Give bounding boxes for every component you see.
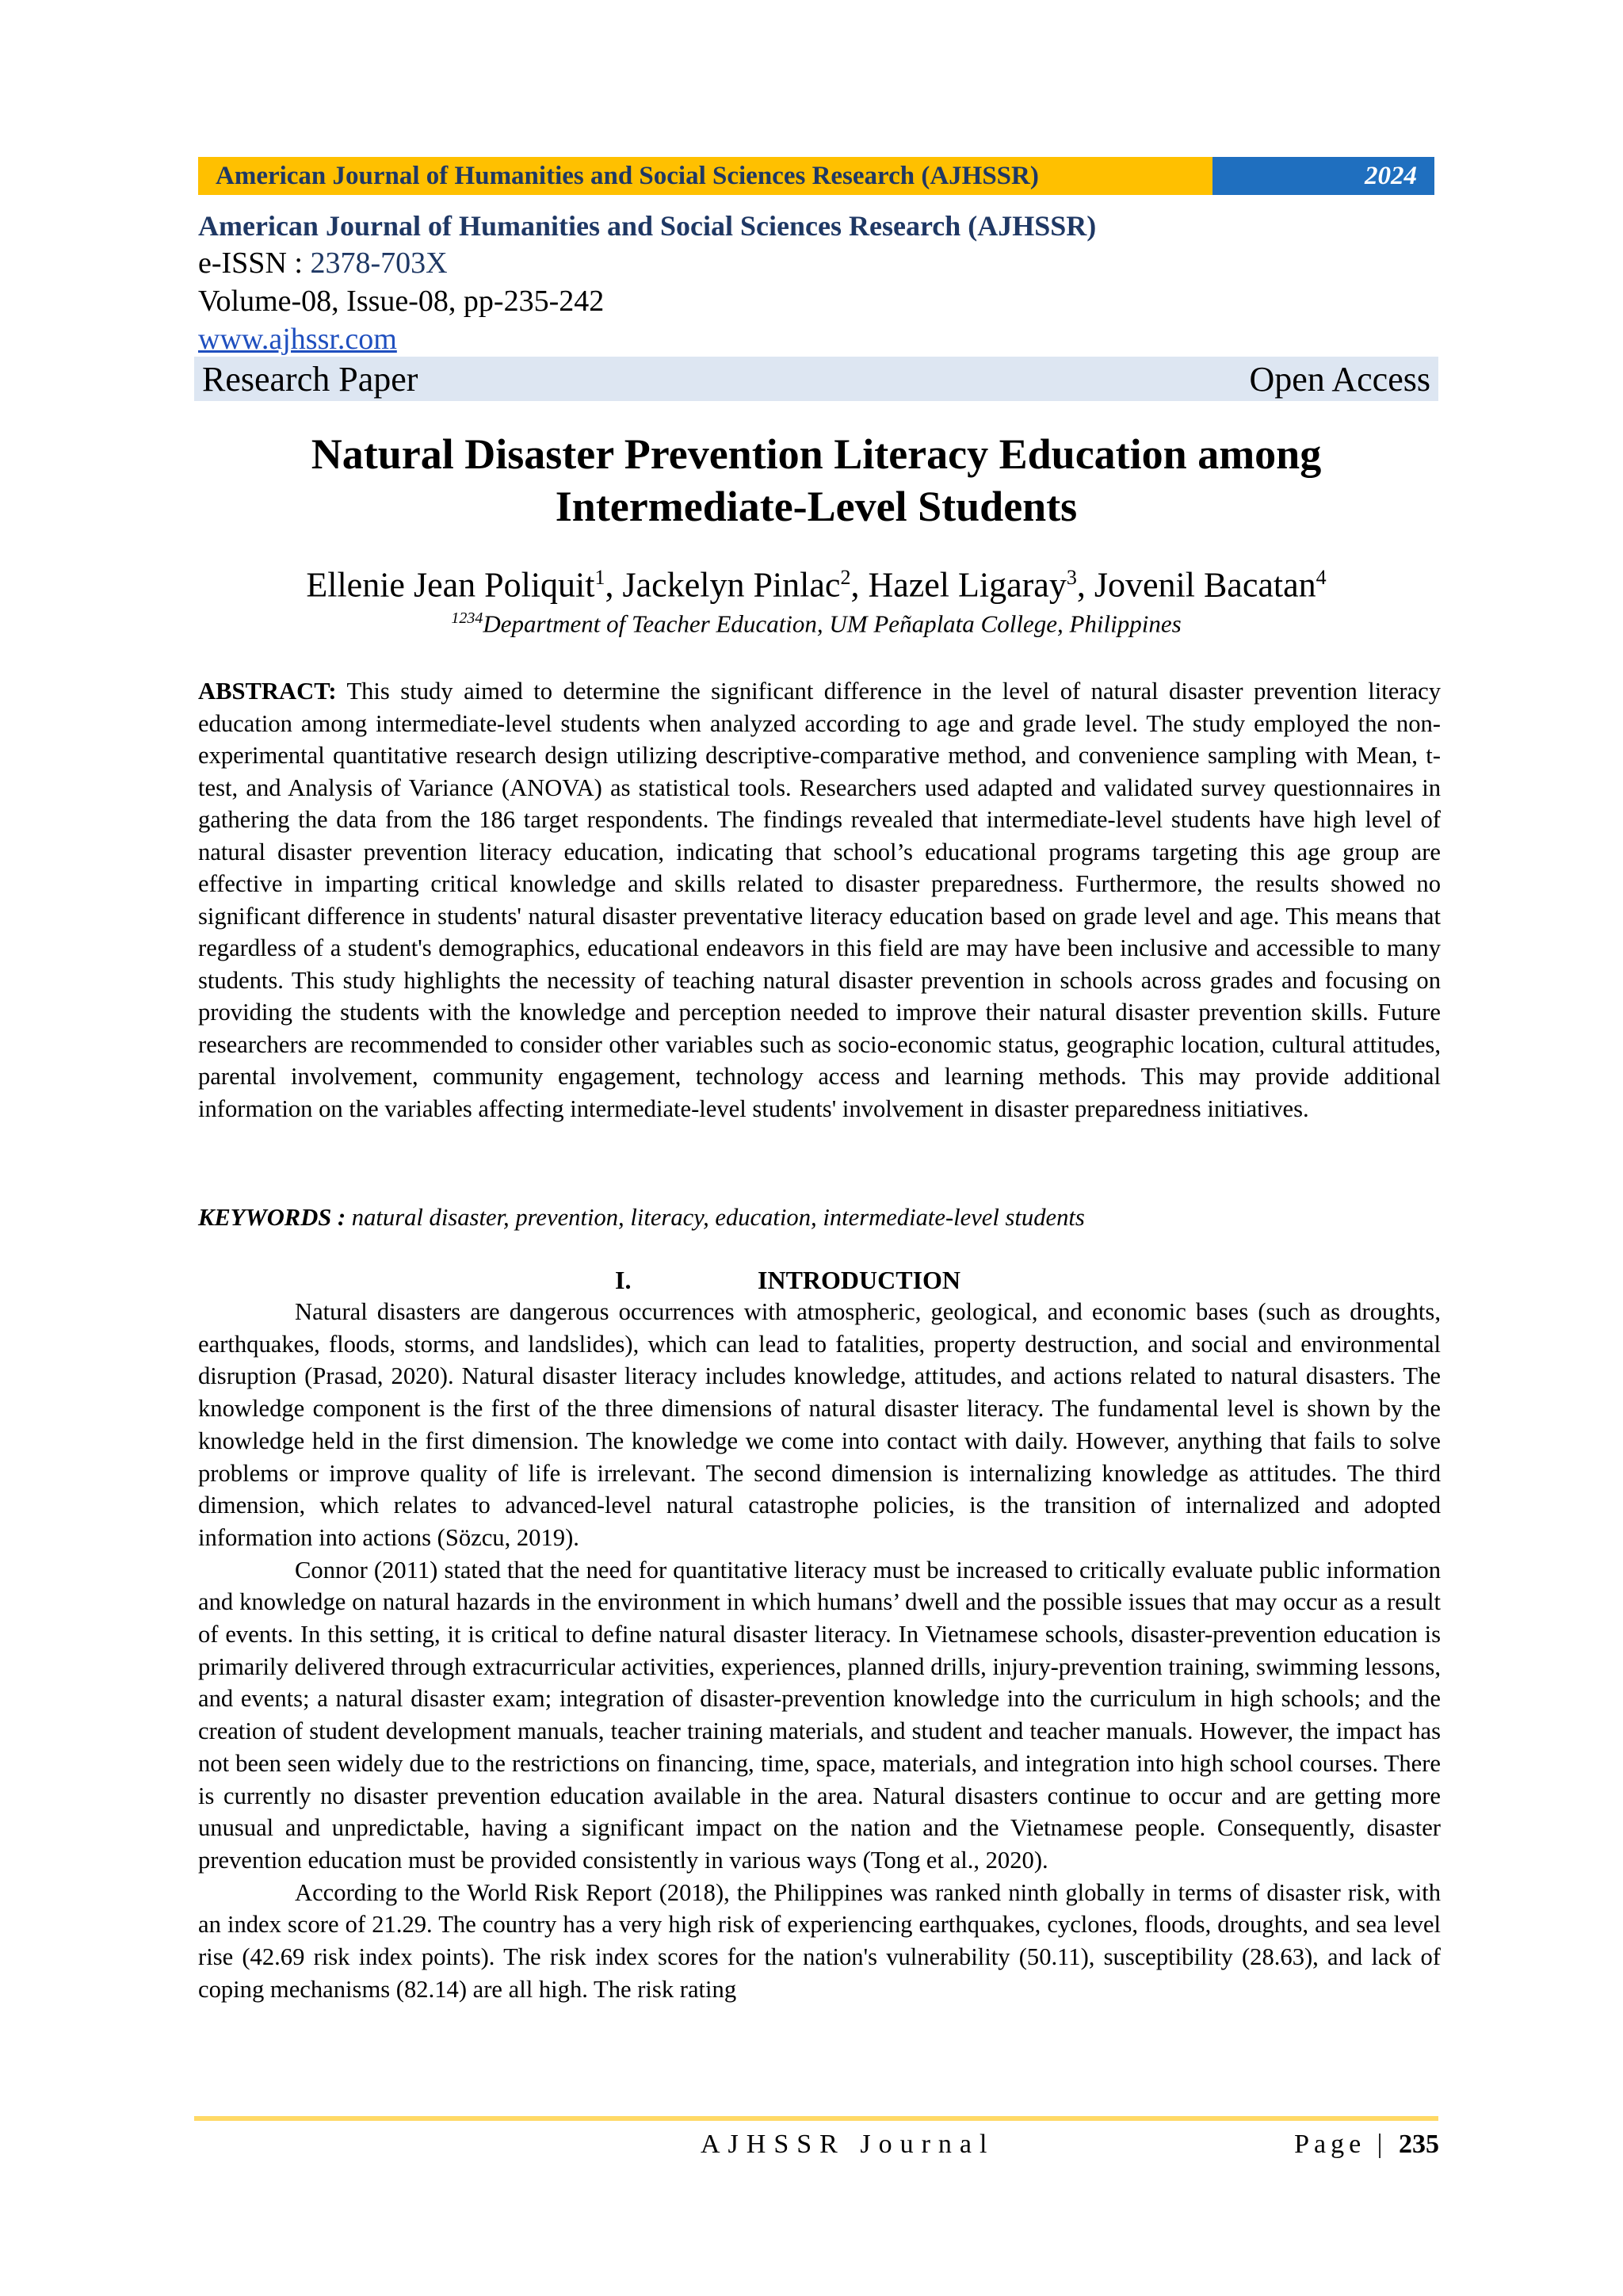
body-paragraph: According to the World Risk Report (2018), the Philippines was ranked ninth globally in terms of disaster risk, with an index score of 21.29. The country has a very high risk of experiencing earthquakes, cyclones, floods, droughts, and sea level rise (42.69 risk index points). The risk index scores for the nation's vulnerability (50.11), susceptibility (28.63), and lack of coping mechanisms (82.14) are all high. The risk rating xyxy=(198,1878,1441,2003)
author-name: Jackelyn Pinlac xyxy=(622,565,841,605)
section-heading: INTRODUCTION xyxy=(758,1266,961,1294)
introduction-body xyxy=(198,1296,1441,2005)
body-paragraph: Connor (2011) stated that the need for quantitative literacy must be increased to critically evaluate public information and knowledge on natural hazards in the environment in which humans’ dwell and the possible issues that may occur as a result of events. In this setting, it is critical to define natural disaster literacy. In Vietnamese schools, disaster-prevention education is primarily delivered through extracurricular activities, experiences, planned drills, injury-prevention training, swimming lessons, and events; a natural disaster exam; integration of disaster-prevention knowledge into the curriculum in high schools; and the creation of student development manuals, teacher training materials, and student and teacher manuals. However, the impact has not been seen widely due to the restrictions on financing, time, space, materials, and integration into high school courses. There is currently no disaster prevention education available in the area. Natural disasters continue to occur and are getting more unusual and unpredictable, having a significant impact on the nation and the Vietnamese people. Consequently, disaster prevention education must be provided consistently in various ways (Tong et al., 2020). xyxy=(198,1556,1441,1874)
paper-title-line-1: Natural Disaster Prevention Literacy Education among xyxy=(311,430,1322,478)
paper-title-line-2: Intermediate-Level Students xyxy=(555,483,1078,530)
abstract xyxy=(198,675,1441,1125)
volume-issue: Volume-08, Issue-08, pp-235-242 xyxy=(198,285,605,318)
issn-label: e-ISSN : xyxy=(198,246,311,280)
author-affiliation-mark: 3 xyxy=(1066,566,1077,589)
open-access-label: Open Access xyxy=(1249,359,1430,399)
section-number: I. xyxy=(615,1266,632,1294)
page-number: 235 xyxy=(1399,2130,1439,2159)
author-separator: , xyxy=(850,565,869,605)
journal-website-link[interactable]: www.ajhssr.com xyxy=(198,323,397,356)
author-name: Hazel Ligaray xyxy=(868,565,1067,605)
author-affiliation-mark: 2 xyxy=(840,566,851,589)
author-affiliation-mark: 4 xyxy=(1316,566,1327,589)
body-paragraph: Natural disasters are dangerous occurrences with atmospheric, geological, and economic bases (such as droughts, earthquakes, floods, storms, and landslides), which can lead to fatalities, property destruction, and social and environmental disruption (Prasad, 2020). Natural disaster literacy includes knowledge, attitudes, and actions related to natural disasters. The knowledge component is the first of the three dimensions of natural disaster literacy. The fundamental level is shown by the knowledge held in the first dimension. The knowledge we come into contact with daily. However, anything that fails to solve problems or improve quality of life is irrelevant. The second dimension is internalizing knowledge as attitudes. The third dimension, which relates to advanced-level natural catastrophe policies, is the transition of internalized and adopted information into actions (Sözcu, 2019). xyxy=(198,1298,1441,1551)
keywords-text: natural disaster, prevention, literacy, education, intermediate-level students xyxy=(346,1204,1085,1231)
paper-type-bar xyxy=(194,357,1438,401)
keywords-label: KEYWORDS : xyxy=(198,1204,346,1231)
issn-value: 2378-703X xyxy=(310,246,448,280)
author-separator: , xyxy=(1076,565,1094,605)
journal-name: American Journal of Humanities and Social Sciences Research (AJHSSR) xyxy=(198,210,1097,242)
author-separator: , xyxy=(605,565,623,605)
footer-page xyxy=(1294,2127,1439,2162)
running-header-year: 2024 xyxy=(1212,157,1434,195)
author-name: Jovenil Bacatan xyxy=(1094,565,1316,605)
author-name: Ellenie Jean Poliquit xyxy=(306,565,595,605)
journal-info xyxy=(198,208,1434,358)
page-label: Page | xyxy=(1294,2130,1399,2159)
abstract-label: ABSTRACT: xyxy=(198,678,337,705)
issn-line xyxy=(198,244,1434,282)
paper-type: Research Paper xyxy=(202,359,418,399)
footer-journal-name: AJHSSR Journal xyxy=(701,2130,995,2159)
running-header-journal-title: American Journal of Humanities and Social Sciences Research (AJHSSR) xyxy=(198,157,1212,195)
affiliation xyxy=(198,602,1434,640)
affiliation-text: Department of Teacher Education, UM Peñaplata College, Philippines xyxy=(483,609,1182,638)
abstract-text: This study aimed to determine the significant difference in the level of natural disaster prevention literacy education among intermediate-level students when analyzed according to age and grade level. The study employed the non-experimental quantitative research design utilizing descriptive-comparative method, and convenience sampling with Mean, t-test, and Analysis of Variance (ANOVA) as statistical tools. Researchers used adapted and validated survey questionnaires in gathering the data from the 186 target respondents. The findings revealed that intermediate-level students have high level of natural disaster prevention literacy education, indicating that school’s educational programs targeting this age group are effective in imparting critical knowledge and skills related to disaster preparedness. Furthermore, the results showed no significant difference in students' natural disaster preventative literacy education based on grade level and age. This means that regardless of a student's demographics, educational endeavors in this field are may have been inclusive and accessible to many students. This study highlights the necessity of teaching natural disaster prevention in schools across grades and focusing on providing the students with the knowledge and perception needed to improve their natural disaster prevention skills. Future researchers are recommended to consider other variables such as socio-economic status, geographic location, cultural attitudes, parental involvement, community engagement, technology access and learning methods. This may provide additional information on the variables affecting intermediate-level students' involvement in disaster preparedness initiatives. xyxy=(198,678,1441,1122)
author-affiliation-mark: 1 xyxy=(594,566,605,589)
author-list xyxy=(198,556,1434,607)
keywords xyxy=(198,1201,1441,1233)
running-header xyxy=(198,157,1434,195)
footer-divider xyxy=(194,2116,1438,2121)
paper-title xyxy=(198,428,1434,533)
affiliation-mark: 1234 xyxy=(451,609,483,627)
